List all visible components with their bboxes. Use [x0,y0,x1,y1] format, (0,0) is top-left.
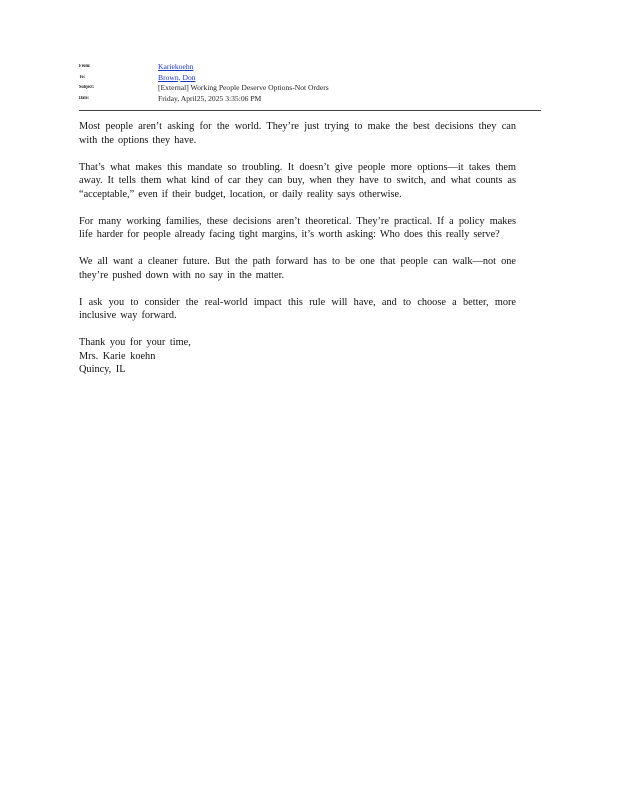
to-row [79,73,541,84]
body-paragraph-3: For many working families, these decisions aren’t theoretical. They’re practical. If a policy makes life harder for people already facing tight margins, it’s worth asking: Who does this really serve? [79,215,516,240]
subject-label: Subject: [79,85,95,90]
from-row [79,62,541,73]
body-paragraph-2: That’s what makes this mandate so troubling. It doesn’t give people more options—it takes them away. It tells them what kind of car they can buy, when they have to switch, and what counts as “acceptable,” even if their budget, location, or daily reality says otherwise. [79,161,516,200]
body-paragraph-1: Most people aren’t asking for the world. They’re just trying to make the best decisions they can with the options they have. [79,121,516,146]
body-paragraph-4: We all want a cleaner future. But the path forward has to be one that people can walk—not one they’re pushed down with no say in the matter. [79,256,516,281]
header-divider [79,110,541,111]
date-value: Friday, April25, 2025 3:35:06 PM [158,93,262,103]
date-label: Date: [79,95,89,101]
sender-link[interactable]: Kariekoehn [158,62,194,71]
subject-row [79,83,541,94]
email-header [79,62,541,104]
signature-location: Quincy, IL [79,364,126,375]
recipient-link[interactable]: Brown, Don [158,72,196,82]
signature-name: Mrs. Karie koehn [79,350,156,362]
subject-value: [External] Working People Deserve Options-Not Orders [158,83,329,92]
body-paragraph-5: I ask you to consider the real-world impact this rule will have, and to choose a better, more inclusive way forward. [79,296,516,321]
to-label: To: [79,74,85,80]
closing-line: Thank you for your time, [79,337,191,348]
email-body [79,120,516,377]
date-row [79,94,541,105]
from-label: From: [79,64,91,69]
signature-block [79,336,516,377]
